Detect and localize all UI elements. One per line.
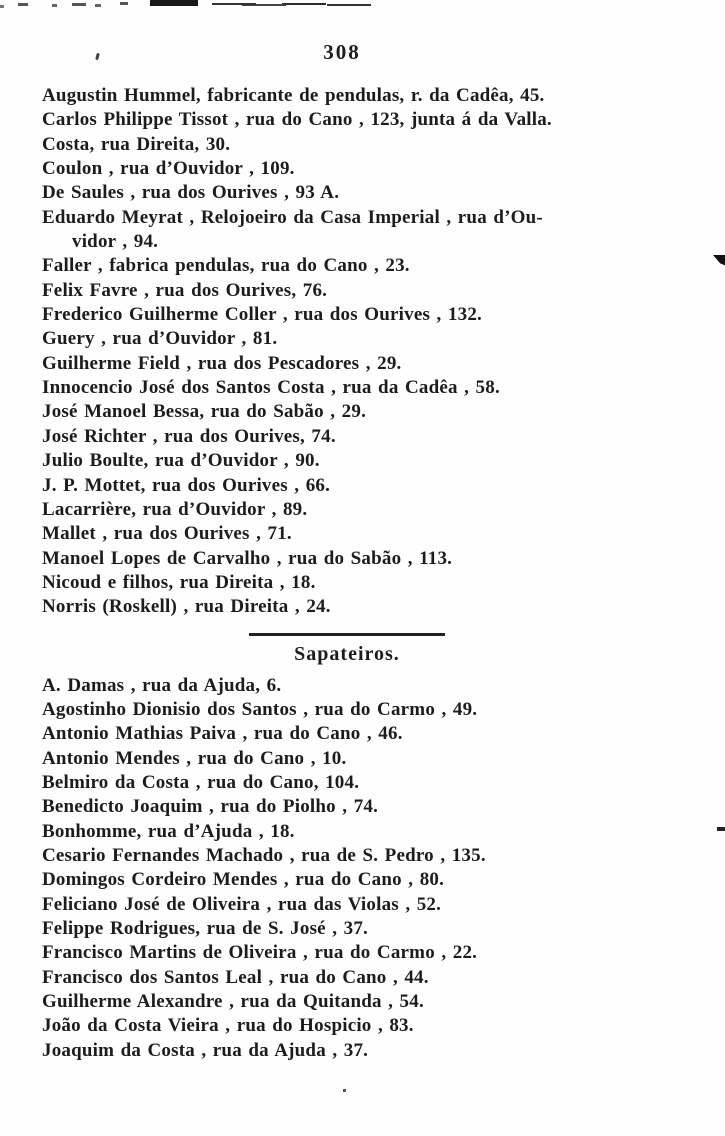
directory-entry-line: Eduardo Meyrat , Relojoeiro da Casa Imperial , rua d’Ou- (42, 206, 543, 228)
scan-speck (18, 3, 28, 6)
directory-entry-line: Faller , fabrica pendulas, rua do Cano , 23. (42, 255, 410, 277)
scan-speck (343, 1089, 346, 1092)
section-gap (42, 667, 652, 674)
directory-text-block (42, 84, 652, 1063)
directory-entry-line: Bonhomme, rua d’Ajuda , 18. (42, 820, 295, 842)
directory-entry-line: Innocencio José dos Santos Costa , rua da Cadêa , 58. (42, 377, 500, 399)
scan-mark-right-edge (713, 255, 725, 267)
scan-speck (52, 4, 57, 7)
directory-entry-line: Julio Boulte, rua d’Ouvidor , 90. (42, 450, 320, 472)
scan-speck (0, 5, 4, 8)
directory-entry-line: De Saules , rua dos Ourives , 93 A. (42, 182, 340, 204)
directory-entry-line: Carlos Philippe Tissot , rua do Cano , 123, junta á da Valla. (42, 109, 552, 131)
directory-entry-line: Lacarrière, rua d’Ouvidor , 89. (42, 498, 308, 520)
directory-entry-line: Felippe Rodrigues, rua de S. José , 37. (42, 918, 369, 939)
directory-entry-line: Domingos Cordeiro Mendes , rua do Cano , 80. (42, 869, 445, 891)
directory-entry-line: João da Costa Vieira , rua do Hospicio , 83. (42, 1015, 414, 1037)
directory-entry-line: J. P. Mottet, rua dos Ourives , 66. (42, 474, 331, 496)
directory-entry-line: José Richter , rua dos Ourives, 74. (42, 425, 336, 447)
directory-entry-line: Frederico Guilherme Coller , rua dos Ourives , 132. (42, 304, 482, 326)
scan-speck (120, 2, 128, 5)
section-heading: Sapateiros. (294, 642, 400, 665)
directory-entry-line: Augustin Hummel, fabricante de pendulas, r. da Cadêa, 45. (42, 85, 545, 106)
directory-entry-line: José Manoel Bessa, rua do Sabão , 29. (42, 401, 367, 423)
directory-entry-line: Guilherme Alexandre , rua da Quitanda , 54. (42, 991, 424, 1013)
directory-entry-line: Manoel Lopes de Carvalho , rua do Sabão , 113. (42, 547, 453, 569)
directory-entry-line: Francisco Martins de Oliveira , rua do Carmo , 22. (42, 942, 478, 964)
section-divider-rule (249, 633, 445, 636)
directory-entry-line: Coulon , rua d’Ouvidor , 109. (42, 158, 295, 180)
directory-entry-line: Francisco dos Santos Leal , rua do Cano , 44. (42, 966, 429, 988)
directory-entry-line: Norris (Roskell) , rua Direita , 24. (42, 596, 331, 618)
directory-entry-line: Antonio Mendes , rua do Cano , 10. (42, 747, 347, 769)
scan-speck (95, 4, 101, 7)
directory-entry-line: Benedicto Joaquim , rua do Piolho , 74. (42, 796, 379, 818)
directory-entry-line: Nicoud e filhos, rua Direita , 18. (42, 571, 316, 593)
directory-entry-line: vidor , 94. (72, 231, 159, 253)
scan-speck (72, 3, 86, 6)
directory-entry-line: Felix Favre , rua dos Ourives, 76. (42, 279, 328, 301)
directory-entry-line: Agostinho Dionisio dos Santos , rua do Carmo , 49. (42, 698, 478, 720)
directory-entry-line: Guilherme Field , rua dos Pescadores , 29. (42, 352, 402, 374)
scan-smudge-top (150, 0, 198, 6)
directory-entry-line: Guery , rua d’Ouvidor , 81. (42, 328, 278, 350)
scan-mark-right-edge (717, 827, 725, 831)
directory-entry-line: Mallet , rua dos Ourives , 71. (42, 523, 292, 545)
directory-entry-line: Costa, rua Direita, 30. (42, 133, 231, 155)
page-number: 308 (323, 40, 361, 64)
directory-entry-line: Feliciano José de Oliveira , rua das Violas , 52. (42, 893, 442, 915)
directory-entry-line: Cesario Fernandes Machado , rua de S. Pedro , 135. (42, 844, 486, 866)
directory-entry-line: A. Damas , rua da Ajuda, 6. (42, 674, 282, 696)
directory-entry-line: Belmiro da Costa , rua do Cano, 104. (42, 771, 360, 793)
directory-entry-line: Antonio Mathias Paiva , rua do Cano , 46. (42, 723, 403, 745)
directory-entry-line: Joaquim da Costa , rua da Ajuda , 37. (42, 1039, 369, 1061)
